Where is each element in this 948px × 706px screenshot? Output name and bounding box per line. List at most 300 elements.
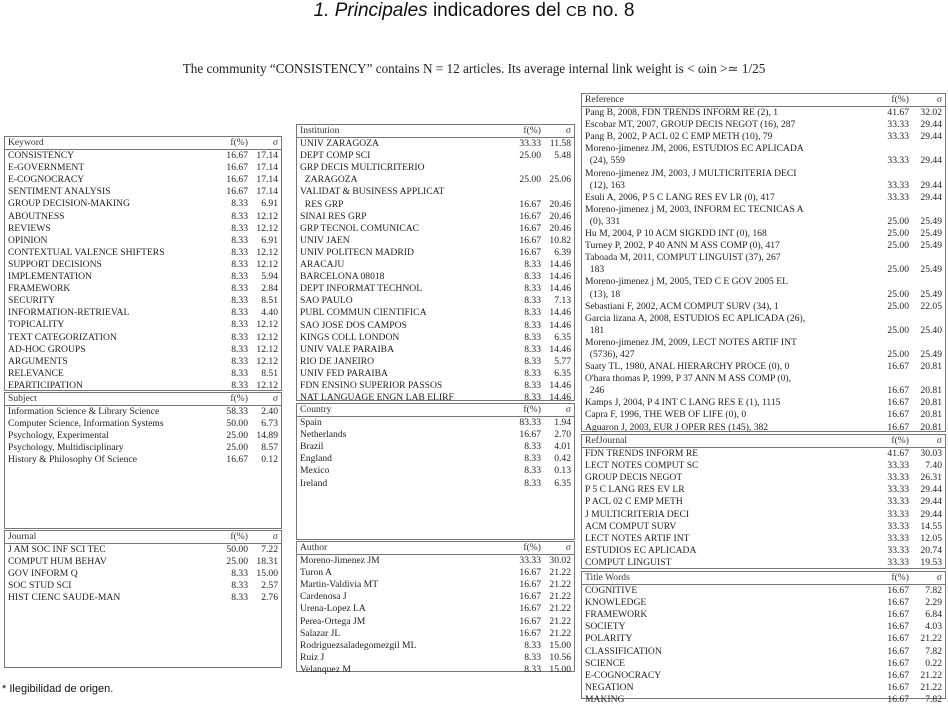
row-frequency: 16.67 [519,222,541,234]
row-label: E-COGNOCRACY [585,669,662,681]
row-label: ABOUTNESS [8,210,65,222]
row-label: SCIENCE [585,657,625,669]
table-row [5,198,281,210]
row-sigma: 6.35 [554,367,571,379]
row-label: FRAMEWORK [585,609,648,621]
row-sigma: 29.44 [920,119,942,131]
header-cell: σ [565,542,571,553]
row-label: Moreno-jimenez JM, 2003, J MULTICRITERIA DECI (12), 163 [585,167,797,191]
row-sigma: 5.77 [554,355,571,367]
row-frequency: 16.67 [226,150,248,162]
table-row [5,380,281,392]
row-label: E-GOVERNMENT [8,162,85,174]
row-frequency: 16.67 [519,591,541,603]
row-frequency: 8.33 [524,477,541,489]
row-label: Moreno-Jimenez JM [300,555,380,567]
row-sigma: 25.49 [920,240,942,252]
table-row [582,670,945,682]
table-row [5,235,281,247]
header-cell: f(%) [891,435,909,446]
header-cell: Reference [585,94,624,105]
row-sigma: 25.49 [920,228,942,240]
table-row [582,397,945,409]
row-label: Cardenosa J [300,591,347,603]
row-frequency: 33.33 [519,138,541,150]
table-header [582,94,945,107]
row-label: Ireland [300,477,328,489]
row-sigma: 15.00 [549,663,571,675]
table-row [5,174,281,186]
table-row [582,204,945,228]
row-label: Turon A [300,567,332,579]
table-row [297,555,574,567]
table-row [297,356,574,368]
row-frequency: 33.33 [887,191,909,203]
table-row [5,295,281,307]
table-row [297,417,574,429]
row-label: Netherlands [300,429,347,441]
table-row [297,344,574,356]
table-row [5,211,281,223]
row-frequency: 33.33 [887,520,909,532]
row-frequency: 8.33 [524,392,541,404]
row-label: VALIDAT & BUSINESS APPLICAT RES GRP [300,186,445,210]
row-sigma: 6.91 [261,234,278,246]
row-frequency: 16.67 [519,615,541,627]
table-row [297,429,574,441]
row-label: UNIV ZARAGOZA [300,138,379,150]
row-label: MAKING [585,693,625,705]
table-row [582,240,945,252]
row-sigma: 12.12 [256,343,278,355]
row-label: DEPT COMP SCI [300,150,371,162]
row-label: FDN ENSINO SUPERIOR PASSOS [300,379,443,391]
row-label: J MULTICRITERIA DECI [585,508,690,520]
row-sigma: 5.94 [261,271,278,283]
row-sigma: 2.29 [925,597,942,609]
table-row [582,252,945,276]
row-label: RIO DE JANEIRO [300,355,375,367]
row-frequency: 8.33 [524,453,541,465]
row-sigma: 25.06 [549,174,571,186]
row-frequency: 33.33 [887,119,909,131]
row-label: INFORMATION-RETRIEVAL [8,307,130,319]
row-sigma: 20.74 [920,544,942,556]
row-frequency: 16.67 [887,621,909,633]
row-frequency: 16.67 [519,579,541,591]
row-sigma: 14.46 [549,259,571,271]
table-row [5,271,281,283]
row-frequency: 8.33 [231,580,248,592]
table-row [5,332,281,344]
table-row [5,186,281,198]
row-frequency: 41.67 [887,448,909,460]
row-frequency: 16.67 [519,429,541,441]
row-frequency: 8.33 [524,307,541,319]
row-label: Aguaron J, 2003, EUR J OPER RES (145), 382 [585,421,769,433]
table-row [582,682,945,694]
row-frequency: 33.33 [887,556,909,568]
row-sigma: 19.53 [920,556,942,568]
row-sigma: 20.46 [549,222,571,234]
header-cell: σ [272,531,278,542]
row-sigma: 10.56 [549,651,571,663]
row-frequency: 16.67 [887,633,909,645]
row-sigma: 20.81 [920,397,942,409]
subject-table [4,392,282,529]
row-sigma: 14.89 [256,430,278,442]
table-row [297,247,574,259]
table-row [582,168,945,192]
journal-table [4,530,282,668]
row-sigma: 2.40 [261,406,278,418]
table-row [297,307,574,319]
table-row [297,332,574,344]
row-label: SUPPORT DECISIONS [8,258,102,270]
row-frequency: 33.33 [887,544,909,556]
row-label: COMPUT LINGUIST [585,556,672,568]
row-label: UNIV VALE PARAIBA [300,343,395,355]
table-row [582,119,945,131]
table-header [297,404,574,417]
row-label: Moreno-jimenez JM, 2009, LECT NOTES ARTIF INT (5736), 427 [585,336,797,360]
row-sigma: 18.31 [256,556,278,568]
row-label: DEPT INFORMAT TECHNOL [300,283,423,295]
row-label: ARACAJU [300,259,345,271]
header-cell: σ [565,125,571,136]
table-row [297,368,574,380]
figure-heading [0,0,948,23]
table-row [582,192,945,204]
institution-table [296,124,575,404]
reference-table [581,93,946,432]
row-frequency: 8.33 [231,307,248,319]
row-sigma: 25.49 [920,264,942,276]
row-sigma: 21.22 [549,615,571,627]
row-label: Psychology, Experimental [8,430,109,442]
row-label: Martin-Valdivia MT [300,579,379,591]
row-label: Computer Science, Information Systems [8,418,164,430]
table-row [582,301,945,313]
table-row [582,361,945,373]
row-sigma: 12.12 [256,258,278,270]
row-sigma: 14.46 [549,271,571,283]
table-row [297,567,574,579]
row-sigma: 12.12 [256,379,278,391]
row-label: EPARTICIPATION [8,379,83,391]
row-label: COGNITIVE [585,585,638,597]
table-row [5,568,281,580]
row-sigma: 0.12 [261,454,278,466]
table-row [582,496,945,508]
row-label: Salazar JL [300,627,341,639]
row-frequency: 33.33 [887,460,909,472]
row-frequency: 8.33 [524,663,541,675]
header-cell: σ [936,435,942,446]
row-label: REVIEWS [8,222,51,234]
row-label: Urena-Lopez LA [300,603,366,615]
row-frequency: 16.67 [887,361,909,373]
row-sigma: 6.35 [554,477,571,489]
row-sigma: 2.76 [261,592,278,604]
table-row [297,380,574,392]
row-sigma: 0.42 [554,453,571,465]
row-sigma: 12.12 [256,210,278,222]
title-words-table [581,571,946,705]
header-cell: Title Words [585,572,630,583]
row-frequency: 16.67 [519,198,541,210]
row-label: TEXT CATEGORIZATION [8,331,117,343]
row-frequency: 25.00 [519,150,541,162]
table-row [5,307,281,319]
table-row [5,368,281,380]
header-cell: f(%) [230,393,248,404]
table-row [5,344,281,356]
table-row [297,259,574,271]
row-frequency: 16.67 [519,246,541,258]
row-label: GOV INFORM Q [8,568,78,580]
row-frequency: 8.33 [231,246,248,258]
row-sigma: 17.14 [256,174,278,186]
row-label: Moreno-jimenez j M, 2003, INFORM EC TECNICAS A (0), 331 [585,203,804,227]
row-frequency: 16.67 [519,234,541,246]
row-frequency: 25.00 [226,430,248,442]
table-row [297,478,574,490]
table-row [297,162,574,186]
row-label: CONSISTENCY [8,150,75,162]
header-cell: Journal [8,531,37,542]
row-sigma: 29.44 [920,484,942,496]
row-frequency: 8.33 [524,295,541,307]
row-sigma: 29.44 [920,179,942,191]
row-frequency: 16.67 [887,681,909,693]
row-frequency: 8.33 [231,331,248,343]
row-label: LECT NOTES ARTIF INT [585,532,690,544]
row-frequency: 8.33 [231,379,248,391]
row-frequency: 8.33 [231,210,248,222]
table-row [582,460,945,472]
row-frequency: 8.33 [524,283,541,295]
table-row [582,609,945,621]
table-row [297,150,574,162]
table-row [297,235,574,247]
footnote: * Ilegibilidad de origen. [2,683,114,695]
row-sigma: 29.44 [920,496,942,508]
row-label: J AM SOC INF SCI TEC [8,544,106,556]
row-sigma: 4.03 [925,621,942,633]
table-row [582,621,945,633]
table-row [5,247,281,259]
table-row [297,652,574,664]
table-row [582,228,945,240]
row-sigma: 14.46 [549,307,571,319]
table-row [582,276,945,300]
row-sigma: 7.40 [925,460,942,472]
row-sigma: 6.39 [554,246,571,258]
row-sigma: 21.22 [549,627,571,639]
table-row [297,295,574,307]
row-label: Ruiz J [300,651,325,663]
row-frequency: 50.00 [226,544,248,556]
table-row [297,628,574,640]
row-frequency: 25.00 [887,300,909,312]
row-sigma: 20.81 [920,409,942,421]
table-row [297,579,574,591]
row-frequency: 8.33 [524,367,541,379]
row-sigma: 6.73 [261,418,278,430]
table-row [5,544,281,556]
row-frequency: 25.00 [887,240,909,252]
row-frequency: 8.33 [524,319,541,331]
row-frequency: 16.67 [226,174,248,186]
row-sigma: 17.14 [256,162,278,174]
row-sigma: 17.14 [256,150,278,162]
row-frequency: 8.33 [231,222,248,234]
row-sigma: 6.91 [261,198,278,210]
table-row [582,337,945,361]
row-label: O'hara thomas P, 1999, P 37 ANN M ASS COMP (0), 246 [585,373,791,397]
header-cell: f(%) [523,125,541,136]
table-row [582,373,945,397]
row-sigma: 12.12 [256,222,278,234]
row-label: LECT NOTES COMPUT SC [585,460,699,472]
table-row [5,442,281,454]
header-cell: f(%) [891,94,909,105]
row-sigma: 20.46 [549,198,571,210]
row-frequency: 8.33 [231,283,248,295]
row-frequency: 16.67 [519,627,541,639]
row-sigma: 12.12 [256,331,278,343]
row-frequency: 25.00 [887,228,909,240]
row-label: SOC STUD SCI [8,580,72,592]
header-cell: Keyword [8,137,44,148]
row-frequency: 16.67 [887,645,909,657]
table-row [5,223,281,235]
row-sigma: 25.49 [920,215,942,227]
heading-cb: CB [566,3,587,20]
table-row [582,313,945,337]
row-label: Moreno-jimenez j M, 2005, TED C E GOV 2005 EL (13), 18 [585,276,788,300]
row-frequency: 33.33 [887,131,909,143]
row-label: Turney P, 2002, P 40 ANN M ASS COMP (0), 417 [585,240,780,252]
table-header [582,572,945,585]
row-frequency: 25.00 [887,215,909,227]
table-row [582,131,945,143]
row-frequency: 16.67 [887,585,909,597]
table-row [582,646,945,658]
row-sigma: 21.22 [920,681,942,693]
row-sigma: 22.05 [920,300,942,312]
country-table [296,403,575,540]
table-row [297,138,574,150]
row-sigma: 29.44 [920,131,942,143]
row-label: Esuli A, 2006, P 5 C LANG RES EV LR (0), 417 [585,191,775,203]
row-sigma: 14.46 [549,379,571,391]
row-label: History & Philosophy Of Science [8,454,137,466]
row-sigma: 6.35 [554,331,571,343]
row-frequency: 8.33 [524,331,541,343]
row-label: GRP DECIS MULTICRITERIO ZARAGOZA [300,162,425,186]
row-frequency: 25.00 [226,442,248,454]
table-row [582,694,945,706]
row-label: UNIV JAEN [300,234,350,246]
row-frequency: 8.33 [231,568,248,580]
row-label: SAO JOSE DOS CAMPOS [300,319,407,331]
table-header [5,531,281,544]
row-label: SENTIMENT ANALYSIS [8,186,111,198]
row-frequency: 25.00 [226,556,248,568]
table-row [5,430,281,442]
row-frequency: 16.67 [887,409,909,421]
row-frequency: 8.33 [524,441,541,453]
table-row [5,150,281,162]
row-sigma: 14.46 [549,392,571,404]
row-label: Velanquez M [300,663,351,675]
row-sigma: 7.82 [925,693,942,705]
heading-word: Principales [334,0,428,21]
row-frequency: 8.33 [231,198,248,210]
row-label: CONTEXTUAL VALENCE SHIFTERS [8,246,165,258]
table-row [297,640,574,652]
row-label: NAT LANGUAGE ENGN LAB ELIRF [300,392,454,404]
header-cell: f(%) [523,542,541,553]
row-label: Saaty TL, 1980, ANAL HIERARCHY PROCE (0), 0 [585,361,790,373]
row-sigma: 26.31 [920,472,942,484]
row-sigma: 14.46 [549,343,571,355]
table-row [582,557,945,569]
row-sigma: 0.22 [925,657,942,669]
row-label: Mexico [300,465,330,477]
table-row [5,592,281,604]
row-sigma: 12.12 [256,319,278,331]
row-sigma: 8.51 [261,367,278,379]
table-row [582,143,945,167]
row-sigma: 7.22 [261,544,278,556]
row-frequency: 8.33 [524,379,541,391]
row-sigma: 21.22 [549,591,571,603]
row-frequency: 16.67 [519,603,541,615]
author-table [296,541,575,675]
header-cell: σ [936,94,942,105]
row-frequency: 8.33 [524,343,541,355]
row-frequency: 25.00 [519,174,541,186]
heading-number: 1. [313,0,330,21]
row-sigma: 21.22 [549,579,571,591]
table-row [297,211,574,223]
table-row [582,509,945,521]
row-sigma: 29.44 [920,155,942,167]
row-frequency: 16.67 [519,210,541,222]
row-label: Escobar MT, 2007, GROUP DECIS NEGOT (16), 287 [585,119,796,131]
table-row [582,521,945,533]
row-frequency: 8.33 [231,592,248,604]
row-frequency: 16.67 [887,693,909,705]
table-row [582,633,945,645]
table-row [5,162,281,174]
table-row [297,283,574,295]
table-row [5,259,281,271]
row-label: COMPUT HUM BEHAV [8,556,107,568]
row-sigma: 25.49 [920,288,942,300]
row-frequency: 83.33 [519,417,541,429]
row-label: Sebastiani F, 2002, ACM COMPUT SURV (34), 1 [585,300,779,312]
keyword-table [4,136,282,391]
row-label: UNIV FED PARAIBA [300,367,388,379]
table-header [297,125,574,138]
row-label: CLASSIFICATION [585,645,662,657]
row-label: Capra F, 1996, THE WEB OF LIFE (0), 0 [585,409,747,421]
table-row [297,603,574,615]
